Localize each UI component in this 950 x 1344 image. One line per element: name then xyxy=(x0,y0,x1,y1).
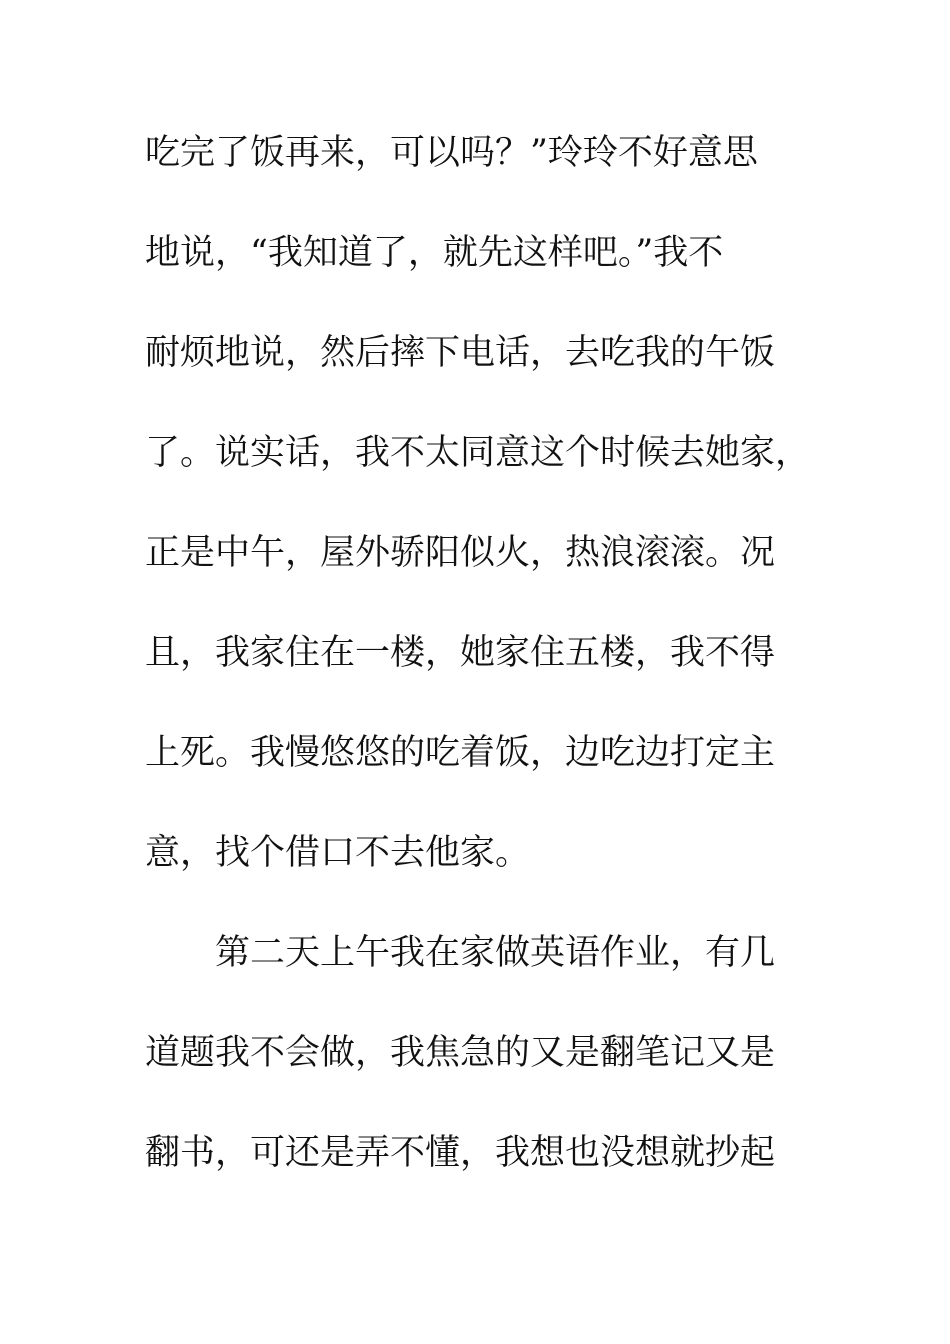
text-line-11: 翻书，可还是弄不懂，我想也没想就抄起 xyxy=(145,1133,776,1173)
text-line-1: 吃完了饭再来，可以吗？”玲玲不好意思 xyxy=(145,133,758,173)
text-line-6: 且，我家住在一楼，她家住五楼，我不得 xyxy=(145,633,776,673)
text-line-7: 上死。我慢悠悠的吃着饭，边吃边打定主 xyxy=(145,733,776,773)
text-line-9-paragraph-start: 第二天上午我在家做英语作业，有几 xyxy=(215,933,776,973)
text-line-3: 耐烦地说，然后摔下电话，去吃我的午饭 xyxy=(145,333,776,373)
text-line-2: 地说，“我知道了，就先这样吧。”我不 xyxy=(145,233,724,273)
text-line-5: 正是中午，屋外骄阳似火，热浪滚滚。况 xyxy=(145,533,776,573)
text-line-4: 了。说实话，我不太同意这个时候去她家， xyxy=(145,433,811,473)
text-line-8: 意，找个借口不去他家。 xyxy=(145,833,531,873)
text-line-10: 道题我不会做，我焦急的又是翻笔记又是 xyxy=(145,1033,776,1073)
